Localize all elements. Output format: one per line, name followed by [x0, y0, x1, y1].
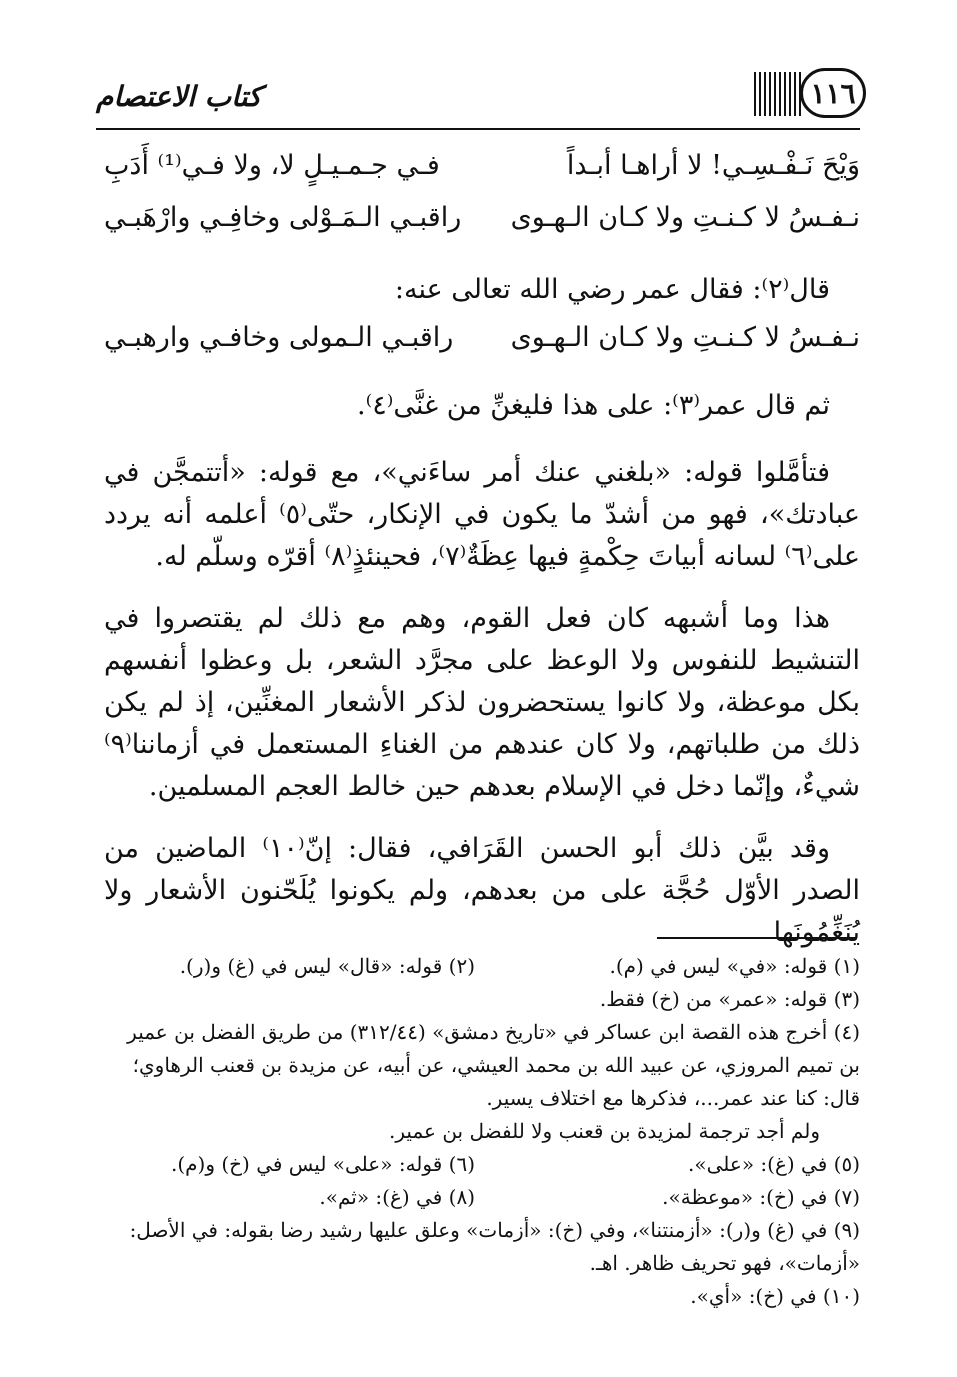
footnote-row — [104, 1181, 860, 1214]
verse-first-hemistich: وَيْحَ نَـفْـسِـي! لا أراهـا أبـداً — [566, 150, 860, 181]
verse-line — [104, 150, 860, 202]
footnote-row — [104, 1148, 860, 1181]
text-line: قال⁽٢⁾: فقال عمر رضي الله تعالى عنه: — [394, 274, 830, 305]
footnote: (١٠) في (خ): «أي». — [690, 1284, 860, 1308]
footnote: (٤) أخرج هذه القصة ابن عساكر في «تاريخ دمشق» (٣١٢/٤٤) من طريق الفضل بن عمير بن تميم المروزي، عن عبيد الله بن محمد العيشي، عن أبيه، عن مزيدة بن قعنب الرهاوي؛ قال: كنا عند عمر...، فذكرها مع اختلاف يسير. — [127, 1020, 860, 1110]
verse-line — [104, 322, 860, 374]
page-header — [96, 62, 860, 130]
page-number: ١١٦ — [800, 68, 866, 118]
header-rule — [96, 128, 860, 130]
verse-second-hemistich: راقبـي الـمَـوْلى وخافِـي وارْهَبـي — [104, 202, 462, 233]
footnote-row — [104, 983, 860, 1016]
footnote-separator — [657, 937, 857, 939]
footnote: (٨) في (غ): «ثم». — [319, 1185, 475, 1209]
text-line: ثم قال عمر⁽٣⁾: على هذا فليغنِّ من غنَّى⁽٤⁾. — [356, 390, 830, 421]
paragraph: فتأمَّلوا قوله: «بلغني عنك أمر ساءَني»، مع قوله: «أتتمجَّن في عبادتك»، فهو من أشدّ ما يكون في الإنكار، حتّى⁽٥⁾ أعلمه أنه يردد على⁽٦⁾ لسانه أبياتَ حِكْمةٍ فيها عِظَةٌ⁽٧⁾، فحينئذٍ⁽٨⁾ أقرّه وسلّم له. — [104, 457, 860, 572]
footnote: (٧) في (خ): «موعظة». — [662, 1185, 860, 1209]
verse-first-hemistich: نـفـسُ لا كـنـتِ ولا كـان الـهـوى — [510, 202, 860, 233]
verse-second-hemistich: فـي جـمـيـلٍ لا، ولا فـي⁽¹⁾ أَدَبِ — [104, 150, 440, 181]
header-ornament — [754, 72, 804, 116]
paragraph: وقد بيَّن ذلك أبو الحسن القَرَافي، فقال: إنّ⁽١٠⁾ الماضين من الصدر الأوّل حُجَّة على من بعدهم، ولم يكونوا يُلَحّنون الأشعار ولا يُنَغِّمُونَها — [104, 833, 860, 948]
running-title: كتاب الاعتصام — [96, 80, 262, 113]
main-text — [104, 150, 860, 954]
footnote: (٢) قوله: «قال» ليس في (غ) و(ر). — [179, 954, 475, 978]
footnote: (٣) قوله: «عمر» من (خ) فقط. — [599, 987, 860, 1011]
footnote: (١) قوله: «في» ليس في (م). — [609, 954, 860, 978]
footnote: (٥) في (غ): «على». — [688, 1152, 860, 1176]
footnote: (٦) قوله: «على» ليس في (خ) و(م). — [170, 1152, 475, 1176]
footnotes — [104, 950, 860, 1313]
footnote-continuation: ولم أجد ترجمة لمزيدة بن قعنب ولا للفضل بن عمير. — [389, 1119, 820, 1143]
paragraph: هذا وما أشبهه كان فعل القوم، وهم مع ذلك لم يقتصروا في التنشيط للنفوس ولا الوعظ على مجرَّد الشعر، بل وعظوا أنفسهم بكل موعظة، ولا كانوا يستحضرون لذكر الأشعار المغنِّين، إذ لم يكن ذلك من طلباتهم، ولا كان عندهم من الغناءِ المستعمل في أزماننا⁽٩⁾ شيءٌ، وإنّما دخل في الإسلام بعدهم حين خالط العجم المسلمين. — [104, 603, 860, 802]
verse-second-hemistich: راقبـي الـمولى وخافـي وارهبـي — [104, 322, 454, 353]
verse-first-hemistich: نـفـسُ لا كـنـتِ ولا كـان الـهـوى — [510, 322, 860, 353]
verse-line — [104, 202, 860, 254]
footnote: (٩) في (غ) و(ر): «أزمنتنا»، وفي (خ): «أزمات» وعلق عليها رشيد رضا بقوله: في الأصل: «أزمات»، فهو تحريف ظاهر. اهـ. — [129, 1218, 860, 1275]
footnote-row — [104, 950, 860, 983]
